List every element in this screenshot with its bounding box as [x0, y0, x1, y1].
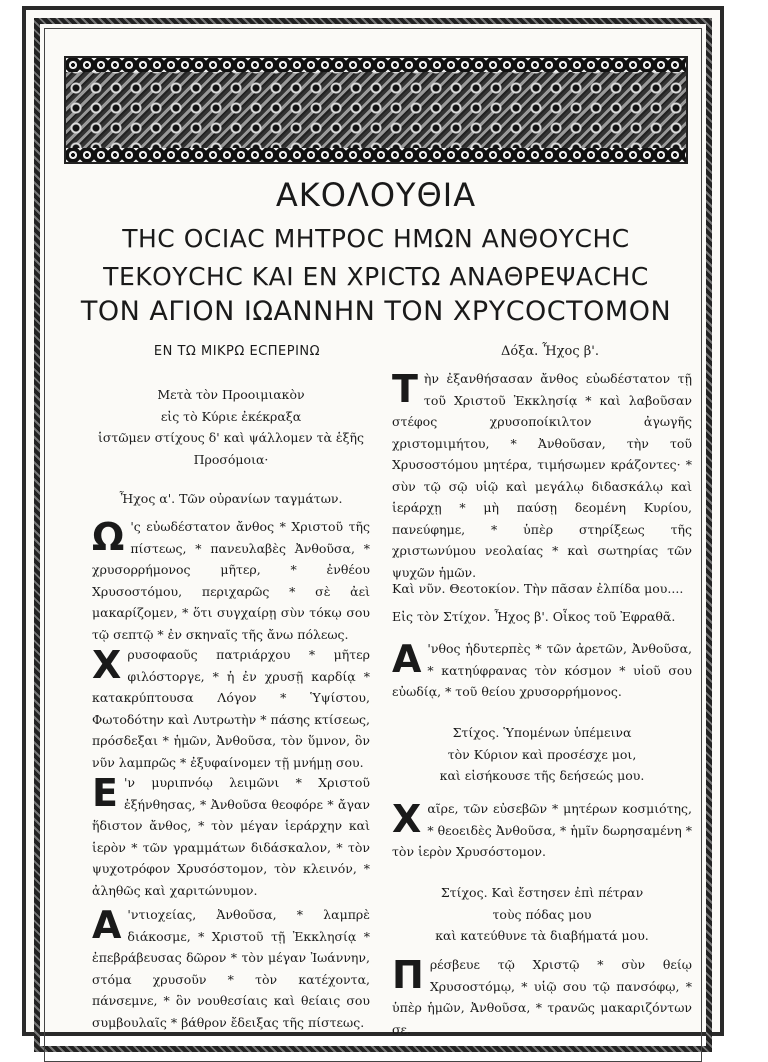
drop-cap: Χ: [392, 797, 422, 841]
stanza-text: ρυσοφαοῦς πατριάρχου * μῆτερ φιλόστοργε, * ἡ ἐν χρυσῇ καρδίᾳ * κατακρύπτουσα Λόγον * Ὑψίστου, Φωτοδότην καὶ Λυτρωτὴν * πάσης κτίσεως, πρόσδεξαι * ἡμῶν, Ἀνθοῦσα, τὸν ὕμνον, ὃν νῦν λαμπρῶς * ἐξυφαίνομεν τῇ μνήμῃ σου.: [92, 647, 370, 770]
tone-indication: Ἦχος α'. Τῶν οὐρανίων ταγμάτων.: [119, 491, 343, 506]
stichos-line: τοὺς πόδας μου: [492, 906, 592, 922]
subtitle-line-2: ΤΕΚΟΥCΗC ΚΑΙ ΕΝ ΧΡΙCΤΩ ΑΝΑΘΡΕΨΑCΗC: [103, 262, 649, 291]
rubric-line: Καὶ νῦν. Θεοτοκίον. Τὴν πᾶσαν ἐλπίδα μου....: [392, 581, 684, 596]
stanza-text: 'ντιοχείας, Ἀνθοῦσα, * λαμπρὲ διάκοσμε, * Χριστοῦ τῇ Ἐκκλησίᾳ * ἐπεβράβευσας δῶρον * τὸν μέγαν Ἰωάννην, στόμα χρυσοῦν * τὸν κατέχοντα, πάνσεμνε, * ὃν νουθεσίαις καὶ θείαις σου συμβουλαῖς * βάθρον ἔδειξας τῆς πίστεως.: [92, 907, 370, 1030]
stichos-line: καὶ εἰσήκουσε τῆς δεήσεώς μου.: [439, 768, 645, 783]
rubric-line: εἰς τὸ Κύριε ἐκέκραξα: [160, 408, 302, 424]
subtitle-line-3: ΤΟΝ ΑΓΙΟΝ ΙΩΑΝΝΗΝ ΤΟΝ ΧΡΥCΟCΤΟΜΟΝ: [80, 296, 672, 327]
drop-cap: Α: [92, 903, 122, 947]
rubric-line: Προσόμοια·: [193, 451, 269, 467]
drop-cap: Ε: [92, 771, 118, 815]
hymn-stanza: [92, 516, 370, 645]
drop-cap: Χ: [92, 643, 122, 687]
stanza-text: 'ς εὐωδέστατον ἄνθος * Χριστοῦ τῆς πίστεως, * πανευλαβὲς Ἀνθοῦσα, * χρυσορρήμονος μῆτερ, * ἐνθέου Χρυσοστόμου, περιχαρῶς * σὲ ἀεὶ μακαρίζομεν, * ὅτι συγχαίρῃ σὺν τόκῳ σου τῷ σεπτῷ * ἐν σκηναῖς τῆς ἄνω πόλεως.: [92, 519, 370, 642]
drop-cap: Α: [392, 637, 422, 681]
hymn-stanza: [92, 904, 370, 1033]
rubric-line: ἱστῶμεν στίχους δ' καὶ ψάλλομεν τὰ ἑξῆς: [98, 430, 364, 445]
stanza-text: 'ν μυριπνόῳ λειμῶνι * Χριστοῦ ἐξήνθησας, * Ἀνθοῦσα θεοφόρε * ἄγαν ἥδιστον ἄνθος, * τὸν μέγαν ἱεράρχην καὶ ἱερὸν * τῶν γραμμάτων διδάσκαλον, * τὸν ψυχοτρόφον Χρυσόστομον, τὸν κλεινόν, * ἀληθῶς καὶ χαριτώνυμον.: [92, 775, 370, 898]
ornamental-header-band: [64, 56, 688, 164]
hymn-stanza: [92, 772, 370, 901]
rubric-line: Εἰς τὸν Στίχον. Ἦχος β'. Οἶκος τοῦ Ἐφραθᾶ.: [392, 609, 676, 624]
stichos-line: Στίχος. Ὑπομένων ὑπέμεινα: [452, 725, 632, 740]
rubric-intro: [92, 384, 370, 470]
stichos-line: Στίχος. Καὶ ἔστησεν ἐπὶ πέτραν: [440, 885, 644, 900]
rubric-line: Μετὰ τὸν Προοιμιακὸν: [157, 387, 305, 402]
hymn-stanza: [392, 954, 692, 1040]
stanza-text: 'νθος ἡδυτερπὲς * τῶν ἀρετῶν, Ἀνθοῦσα, * κατηύφρανας τὸν κόσμον * υἱοῦ σου εὐωδίᾳ, * τοῦ θείου χρυσορρήμονος.: [392, 641, 692, 699]
stanza-text: αῖρε, τῶν εὐσεβῶν * μητέρων κοσμιότης, * θεοειδὲς Ἀνθοῦσα, * ἡμῖν δωρησαμένη * τὸν ἱερὸν Χρυσόστομον.: [392, 801, 692, 859]
subtitle-line-1: ΤΗC ΟCΙΑC ΜΗΤΡΟC ΗΜΩΝ ΑΝΘΟΥCΗC: [122, 224, 630, 253]
verse-stichos: [392, 882, 692, 947]
stichos-line: τὸν Κύριον καὶ προσέσχε μοι,: [447, 746, 637, 762]
drop-cap: Τ: [392, 367, 418, 411]
drop-cap: Π: [392, 953, 424, 997]
document-title: ΑΚΟΛΟΥΘΙΑ: [275, 176, 477, 214]
hymn-stanza: [392, 638, 692, 703]
stanza-text: ὴν ἐξανθήσασαν ἄνθος εὐωδέστατον τῇ τοῦ Χριστοῦ Ἐκκλησίᾳ * καὶ λαβοῦσαν στέφος χρυσοποίκιλτον ἀγωγῆς χριστομιμήτου, * Ἀνθοῦσαν, τὴν τοῦ Χρυσοστόμου μητέρα, τιμήσωμεν κράζοντες· * σὺν τῷ σῷ υἱῷ καὶ μεγάλῳ διδασκάλῳ καὶ ἱεράρχῃ * μὴ παύσῃ δεομένη Κυρίου, πανεύφημε, * ὑπὲρ στηρίξεως τῆς χριστωνύμου νεολαίας * καὶ σωτηρίας τῶν ψυχῶν ἡμῶν.: [392, 371, 692, 580]
right-column-heading: Δόξα. Ἦχος β'.: [500, 344, 600, 359]
drop-cap: Ω: [92, 515, 125, 559]
hymn-stanza: [92, 644, 370, 773]
verse-stichos: [392, 722, 692, 787]
hymn-stanza: [392, 798, 692, 863]
stanza-text: ρέσβευε τῷ Χριστῷ * σὺν θείῳ Χρυσοστόμῳ, * υἱῷ σου τῷ πανσόφῳ, * ὑπὲρ ἡμῶν, Ἀνθοῦσα, * τρανῶς μακαριζόντων σε.: [392, 957, 692, 1037]
left-column-heading: ΕΝ ΤΩ ΜΙΚΡΩ ΕCΠΕΡΙΝΩ: [153, 344, 321, 359]
hymn-stanza: [392, 368, 692, 583]
stichos-line: καὶ κατεύθυνε τὰ διαβήματά μου.: [435, 928, 649, 943]
